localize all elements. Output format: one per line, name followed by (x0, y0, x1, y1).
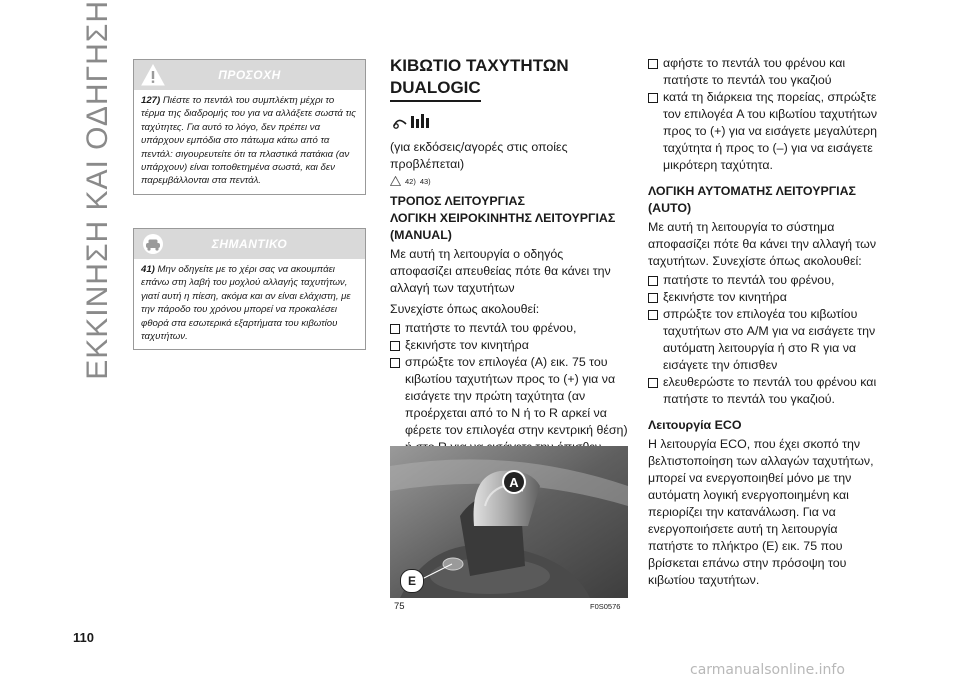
list-item: σπρώξτε τον επιλογέα του κιβωτίου ταχυτήτων στο A/M για να εισάγετε την αυτόματη λειτουργία ή στο R για να εισάγετε την όπισθεν (648, 306, 880, 374)
warning-box-header (134, 60, 365, 90)
checkbox-bullet-icon (648, 276, 658, 286)
list-item: πατήστε το πεντάλ του φρένου, (648, 272, 880, 289)
paragraph: Με αυτή τη λειτουργία ο οδηγός αποφασίζει απευθείας πότε θα κάνει την αλλαγή των ταχυτήτων (390, 247, 611, 295)
checkbox-bullet-icon (390, 324, 400, 334)
checkbox-bullet-icon (648, 378, 658, 388)
important-box-header (134, 229, 365, 259)
warning-box (133, 59, 366, 195)
reference-marks (390, 176, 628, 186)
paragraph: Συνεχίστε όπως ακολουθεί: (390, 302, 540, 316)
section-heading: ΚΙΒΩΤΙΟ ΤΑΧΥΤΗΤΩΝ (390, 56, 569, 75)
warning-text: Πιέστε το πεντάλ του συμπλέκτη μέχρι το τέρμα της διαδρομής του για να αλλάξετε σωστά τις ταχύτητες. Για αυτό το λόγο, δεν πρέπει να υπάρχουν εμπόδια στο πάτωμα κάτω από τα πεντάλ: σιγουρευτείτε ότι τα πλαστικά πατάκια (αν υπάρχουν) είναι τοποθετημένα σωστά, και δεν παρεμβάλλονται στα πεντάλ. (141, 95, 356, 187)
checkbox-bullet-icon (648, 93, 658, 103)
warning-triangle-icon (390, 176, 401, 186)
gear-selector-photo (390, 446, 628, 598)
warning-box-text (134, 90, 365, 194)
column-three (648, 55, 880, 589)
list-item: ξεκινήστε τον κινητήρα (648, 289, 880, 306)
list-item: ελευθερώστε το πεντάλ του φρένου και πατήστε το πεντάλ του γκαζιού. (648, 374, 880, 408)
figure-code: F0S0576 (590, 602, 621, 611)
subheading-mode: ΤΡΟΠΟΣ ΛΕΙΤΟΥΡΓΙΑΣ (390, 194, 525, 208)
market-version-icon (390, 112, 432, 132)
subheading-manual: ΛΟΓΙΚΗ ΧΕΙΡΟΚΙΝΗΤΗΣ ΛΕΙΤΟΥΡΓΙΑΣ (MANUAL) (390, 211, 616, 242)
list-item: κατά τη διάρκεια της πορείας, σπρώξτε τον επιλογέα A του κιβωτίου ταχυτήτων προς το (+) για να εισάγετε μεγαλύτερη ταχύτητα ή προς το (–) για να εισάγετε μικρότερη ταχύτητα. (648, 89, 880, 174)
important-box-text (134, 259, 365, 349)
checkbox-bullet-icon (648, 293, 658, 303)
watermark: carmanualsonline.info (690, 662, 845, 678)
list-item: αφήστε το πεντάλ του φρένου και πατήστε το πεντάλ του γκαζιού (648, 55, 880, 89)
reference-mark: 43) (419, 176, 431, 186)
note-number: 41) (141, 264, 155, 275)
note-number: 127) (141, 95, 161, 106)
column-two (390, 55, 628, 456)
list-item: σπρώξτε τον επιλογέα (A) εικ. 75 του κιβωτίου ταχυτήτων προς το (+) για να εισάγετε την πρώτη ταχύτητα (αν προέρχεται από το N ή το R αρκεί να φέρετε τον επιλογέα στην κεντρική θέση) (390, 354, 628, 456)
checkbox-bullet-icon (390, 358, 400, 368)
callout-e: E (400, 569, 424, 593)
important-box (133, 228, 366, 350)
list-item: πατήστε το πεντάλ του φρένου, (390, 320, 628, 337)
callout-a: A (502, 470, 526, 494)
checkbox-bullet-icon (390, 341, 400, 351)
gearbox-illustration (390, 446, 628, 598)
paragraph: Με αυτή τη λειτουργία το σύστημα αποφασίζει πότε θα κάνει την αλλαγή των ταχυτήτων. Συνεχίστε όπως ακολουθεί: (648, 220, 877, 268)
important-text: Μην οδηγείτε με το χέρι σας να ακουμπάει επάνω στη λαβή του μοχλού αλλαγής ταχυτήτων, γιατί αυτή η πίεση, ακόμα και αν είναι ελάχιστη, με την πάροδο του χρόνου μπορεί να προκαλέσει φθορά στα εσωτερικά εξαρτήματα του κιβωτίου ταχυτήτων. (141, 264, 351, 343)
availability-note: (για εκδόσεις/αγορές στις οποίες προβλέπεται) (390, 140, 568, 171)
section-side-title: ΕΚΚΙΝΗΣΗ ΚΑΙ ΟΔΗΓΗΣΗ (81, 0, 114, 380)
checkbox-bullet-icon (648, 59, 658, 69)
section-heading-dualogic: DUALOGIC (390, 77, 481, 102)
list-item: ξεκινήστε τον κινητήρα (390, 337, 628, 354)
version-icons (390, 112, 628, 137)
reference-mark: 42) (405, 176, 416, 186)
figure-number: 75 (394, 601, 405, 612)
subheading-eco: Λειτουργία ECO (648, 418, 742, 432)
subheading-auto: ΛΟΓΙΚΗ ΑΥΤΟΜΑΤΗΣ ΛΕΙΤΟΥΡΓΙΑΣ (AUTO) (648, 184, 856, 215)
important-box-title: ΣΗΜΑΝΤΙΚΟ (211, 237, 288, 251)
page-number: 110 (73, 630, 94, 645)
paragraph: Η λειτουργία ECO, που έχει σκοπό την βελτιστοποίηση των αλλαγών ταχυτήτων, μπορεί να ενεργοποιηθεί μόνο με την αυτόματη λογική ενεργοποιημένη και περιορίζει την κατανάλωση. Για να ενεργοποιήσετε αυτή τη λειτουργία πατήστε το πλήκτρο (E) εικ. 75 που βρίσκεται επάνω στην πρόσοψη του κιβωτίου ταχυτήτων. (648, 437, 874, 587)
warning-box-title: ΠΡΟΣΟΧΗ (218, 68, 281, 82)
checkbox-bullet-icon (648, 310, 658, 320)
warning-triangle-icon (140, 63, 166, 87)
car-info-icon (140, 232, 166, 256)
